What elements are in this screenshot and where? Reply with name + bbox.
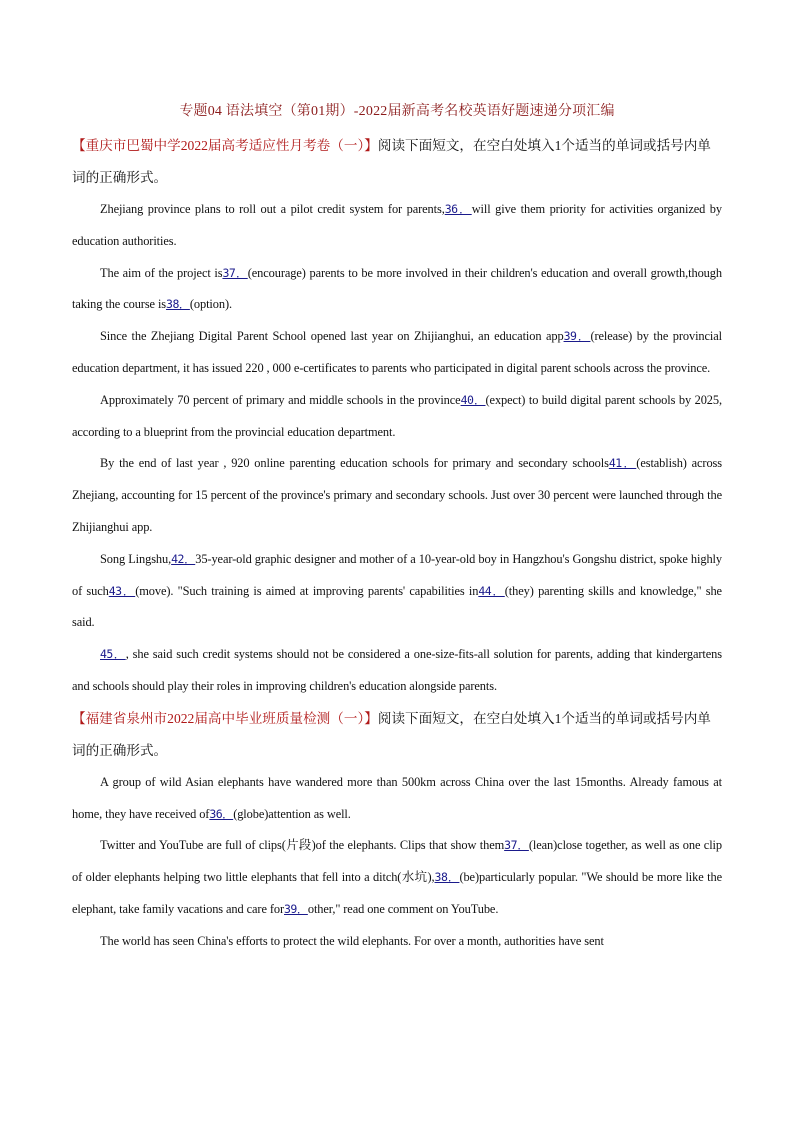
answer-blank[interactable]: 36． [209,806,234,821]
passage-text: (release) by the provincial education department, it has issued 220 , 000 e-certificates to parents who participated in digital parent schools across the province. [72,329,723,375]
passage-text: Since the Zhejiang Digital Parent School opened last year on Zhijianghui, an education app [100,329,564,344]
answer-blank[interactable]: 41． [608,456,637,471]
answer-blank[interactable]: 37． [504,838,529,853]
passage-text: A group of wild Asian elephants have wandered more than 500km across China over the last 15months. Already famous at home, they have received of [72,774,722,821]
passage-text: (expect) to build digital parent schools by 2025, according to a blueprint from the provincial education department. [72,392,722,439]
passage-paragraph [72,926,722,958]
passage-paragraph [72,767,722,831]
answer-blank[interactable]: 38． [166,297,190,312]
passage-text: (globe)attention as well. [233,806,351,821]
passage-paragraph [72,448,722,543]
document-title: 专题04 语法填空（第01期）-2022届新高考名校英语好题速递分项汇编 [179,104,615,119]
passage-text: (encourage) parents to be more involved in their children's education and overall growth,though taking the course is [72,265,722,312]
passage-text: Twitter and YouTube are full of clips(片段)of the elephants. Clips that show them [100,838,505,853]
passage-text: (lean)close together, as well as one clip of older elephants helping two little elephants that fell into a ditch(水坑), [72,838,722,885]
passage-text: (option). [189,297,232,312]
passage-paragraph [72,321,722,385]
passage-paragraph [72,258,722,322]
passage-paragraph [72,639,722,703]
answer-blank[interactable]: 45． [100,647,126,662]
passage-paragraph [72,544,722,639]
answer-blank[interactable]: 36． [444,202,472,216]
answer-blank[interactable]: 39． [563,329,591,344]
passage-text: (establish) across Zhejiang, accounting for 15 percent of the province's primary and secondary schools. Just over 30 percent were launched through the Zhijianghui app. [72,456,722,534]
passage-text: , she said such credit systems should not be considered a one-size-fits-all solution for parents, adding that kindergartens and schools should play their roles in improving children's education alongside parents. [72,647,722,693]
passage-text: Song Lingshu, [100,551,172,566]
passage-text: The aim of the project is [100,265,223,280]
passage-text: (be)particularly popular. "We should be more like the elephant, take family vacations and care for [72,870,722,916]
passage-text: other," read one comment on YouTube. [307,901,499,916]
section-source: 【重庆市巴蜀中学2022届高考适应性月考卷（一）】 [72,138,378,153]
document-body [72,130,722,958]
passage-paragraph [72,385,722,449]
section-instruction: 阅读下面短文，在空白处填入1个适当的单词或括号内单词的正确形式。 [72,710,711,758]
passage-text: (move). "Such training is aimed at improving parents' capabilities in [135,583,479,598]
answer-blank[interactable]: 44． [478,583,505,598]
passage-text: 35-year-old graphic designer and mother of a 10-year-old boy in Hangzhou's Gongshu district, spoke highly of such [72,551,722,598]
passage-text: will give them priority for activities organized by education authorities. [72,202,722,248]
section-instruction: 阅读下面短文，在空白处填入1个适当的单词或括号内单词的正确形式。 [72,138,711,185]
section-source: 【福建省泉州市2022届高中毕业班质量检测（一）】 [72,710,378,726]
passage-text: (they) parenting skills and knowledge," she said. [72,583,722,630]
answer-blank[interactable]: 40． [460,392,486,407]
passage-paragraph [72,194,722,258]
answer-blank[interactable]: 38． [434,870,460,885]
passage-text: By the end of last year , 920 online parenting education schools for primary and secondary schools [100,456,609,471]
passage-text: Approximately 70 percent of primary and middle schools in the province [100,392,461,407]
section-heading [72,130,722,194]
answer-blank[interactable]: 42． [171,551,196,566]
answer-blank[interactable]: 39． [284,901,308,916]
answer-blank[interactable]: 43． [108,583,136,598]
section-heading [72,703,722,767]
passage-text: Zhejiang province plans to roll out a pilot credit system for parents, [100,202,445,216]
answer-blank[interactable]: 37． [222,265,248,280]
passage-paragraph [72,830,722,925]
passage-text: The world has seen China's efforts to protect the wild elephants. For over a month, authorities have sent [100,933,604,948]
